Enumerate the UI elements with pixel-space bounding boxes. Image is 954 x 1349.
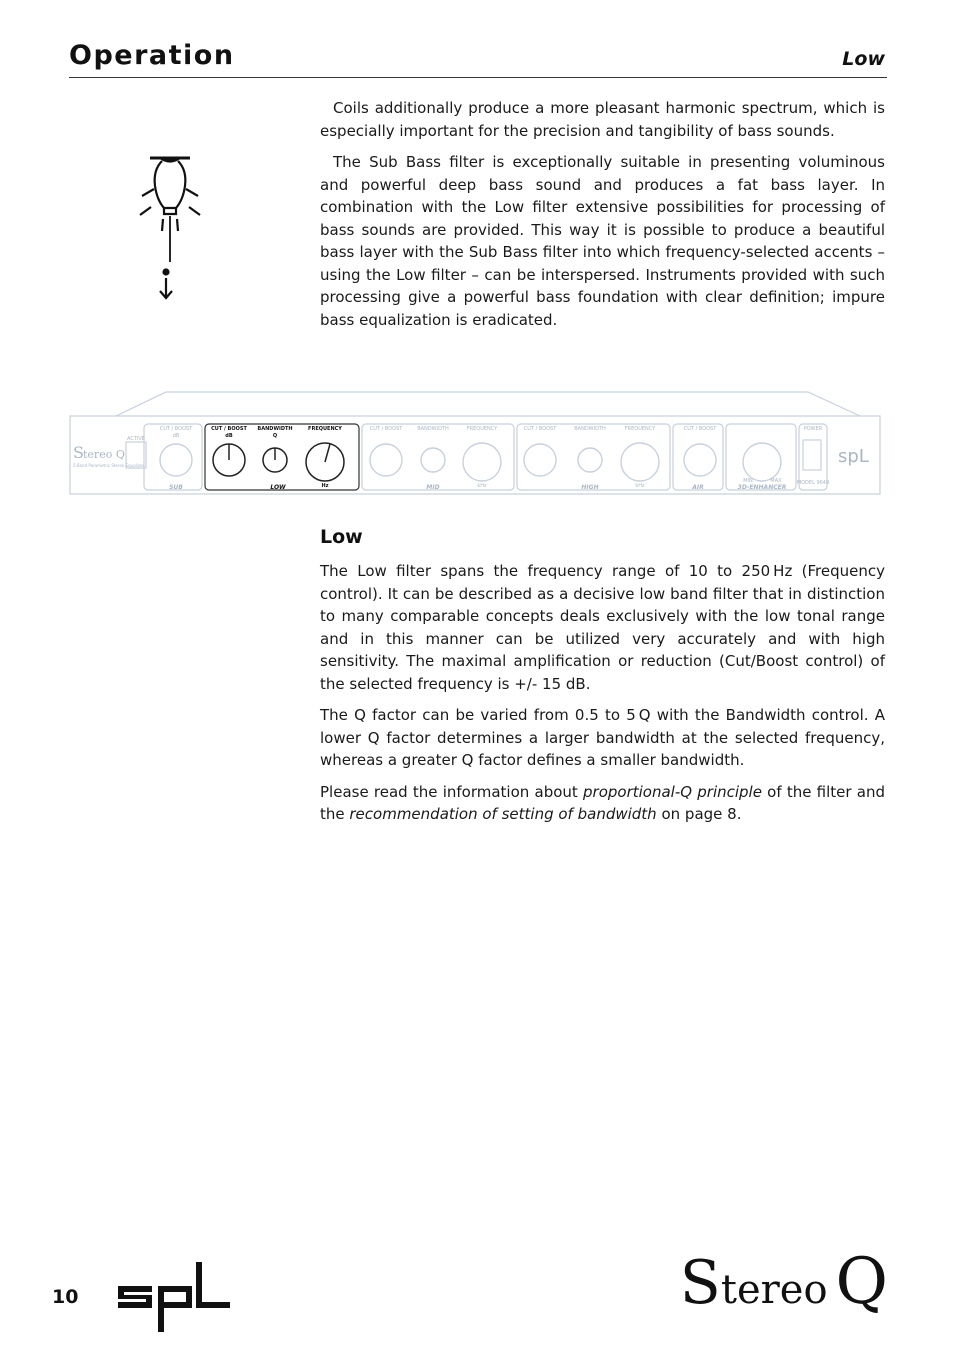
enhancer-max-label: MAX [770,478,782,484]
active-label: ACTIVE [127,436,145,442]
low-paragraph-1: The Low filter spans the frequency range of 10 to 250 Hz (Frequency control). It can be described as a decisive low band filter that in distinction to many comparable concepts deals exclusively with the low tonal range and in this manner can be utilized very accurately and with high sensitivity. The maximal amplification or reduction (Cut/Boost control) of the selected frequency is +/- 15 dB. [320,562,885,693]
term-proportional-q: proportional-Q principle [583,782,762,801]
low-db-unit: dB [225,433,233,439]
brand-wordmark: Stereo Q [679,1245,888,1319]
device-logo-s: S [73,443,84,462]
high-khz-unit: kHz [635,483,645,489]
band-label-mid: MID [426,484,440,491]
mid-frequency-label: FREQUENCY [466,426,498,432]
low-cut-boost-label: CUT / BOOST [211,426,247,432]
enhancer-min-label: MIN [743,478,753,484]
band-label-high: HIGH [581,484,599,491]
low-text [320,560,885,835]
spl-logo [116,1262,232,1332]
intro-text [320,97,885,340]
mid-cut-boost-label: CUT / BOOST [369,426,403,432]
low-hz-unit: Hz [321,483,329,489]
low-paragraph-2: The Q factor can be varied from 0.5 to 5 Q with the Bandwidth control. A lower Q factor determines a larger bandwidth at the selected frequency, whereas a greater Q factor defines a smaller bandwidth. [320,706,885,769]
model-label: MODEL 9649 [796,480,830,486]
term-bandwidth-recommendation: recommendation of setting of bandwidth [349,805,657,823]
intro-paragraph-2: The Sub Bass filter is exceptionally suitable in presenting voluminous and powerful deep bass sound and produces a fat bass layer. In combination with the Low filter extensive possibilities for processing of bass sounds are provided. This way it is possible to produce a beautiful bass layer with the Sub Bass filter into which frequency-selected accents – using the Low filter – can be interspersed. Instruments provided with such processing give a powerful bass foundation with clear definition; impure bass equalization is eradicated. [320,153,885,329]
page-number: 10 [52,1286,79,1308]
equalizer-front-panel [68,390,884,498]
band-label-air: AIR [692,484,704,491]
band-label-3d-enhancer: 3D-ENHANCER [737,484,787,491]
band-label-low: LOW [270,484,286,491]
low-paragraph-3: Please read the information about proportional-Q principle of the filter and the recommendation of setting of bandwidth on page 8. [320,782,885,823]
device-subtitle: 5-Band Parametric Stereo Equalizer [73,463,145,468]
high-cut-boost-label: CUT / BOOST [523,426,557,432]
sub-db-unit: dB [172,433,180,439]
high-frequency-label: FREQUENCY [624,426,656,432]
page-title: Operation [69,40,235,71]
intro-paragraph-1: Coils additionally produce a more pleasant harmonic spectrum, which is especially important for the precision and tangibility of bass sounds. [320,99,885,140]
device-spl-logo: spL [838,446,869,467]
low-bandwidth-label: BANDWIDTH [257,426,293,432]
mid-khz-unit: kHz [477,483,487,489]
section-heading-low: Low [320,526,363,548]
band-label-sub: SUB [169,484,183,491]
low-q-unit: Q [272,433,278,439]
header-rule [69,77,887,78]
section-label: Low [842,48,885,70]
mid-bandwidth-label: BANDWIDTH [417,426,449,432]
air-cut-boost-label: CUT / BOOST [683,426,717,432]
lightbulb-icon [133,152,209,304]
device-logo-rest: tereo Q [83,448,125,461]
low-frequency-label: FREQUENCY [308,426,342,432]
power-label: POWER [803,426,823,432]
high-bandwidth-label: BANDWIDTH [574,426,606,432]
sub-cut-boost-label: CUT / BOOST [159,426,193,432]
